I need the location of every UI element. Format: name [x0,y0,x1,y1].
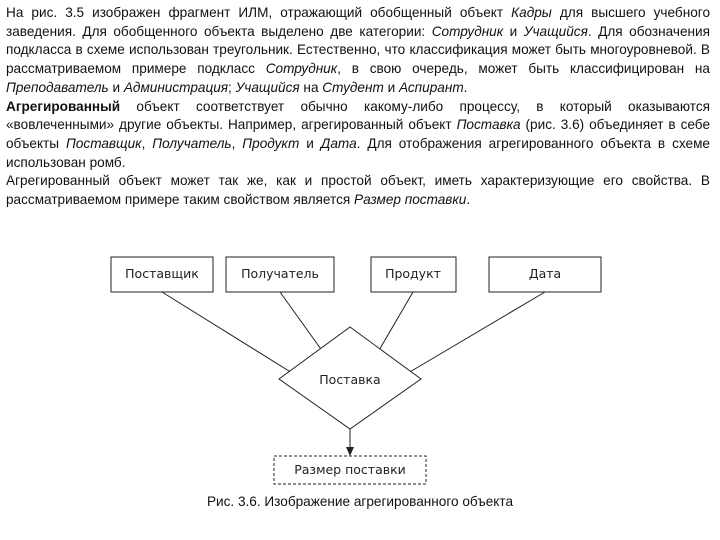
text-run: , [231,135,243,151]
italic-term: Учащийся [523,23,588,39]
property-label: Размер поставки [294,462,406,477]
connector-line-product [378,292,413,352]
italic-term: Администрация [123,79,229,95]
text-run: и [503,23,524,39]
italic-term: Сотрудник [431,23,504,39]
text-run: и [383,79,399,95]
bold-term: Агрегированный [6,98,121,114]
text-run: . Для обозначения подкласса в схеме использован треугольник. Естественно, что классификация может быть многоуровневой. В рассматриваемом примере подкласс [6,23,710,77]
box-product [371,257,456,292]
arrow-head [346,447,354,456]
text-run: , [141,135,153,151]
box-label: Продукт [385,266,441,281]
box-date [489,257,601,292]
italic-term: Кадры [511,5,552,20]
italic-term: Студент [322,79,384,95]
italic-term: Размер поставки [354,192,467,208]
italic-term: Поставщик [65,135,142,151]
text-run: (рис. 3.6) объединяет в себе объекты [6,117,710,151]
text-run: . [466,192,471,208]
italic-term: Преподаватель [6,79,109,95]
connector-line-date [403,292,545,376]
italic-term: Получатель [152,135,232,151]
italic-term: Учащийся [235,79,300,95]
property-box [274,456,426,484]
aggregate-diamond [279,327,421,429]
box-label: Получатель [241,266,319,281]
text-run: для высшего учебного заведения. Для обобщенного объекта выделено две категории: [6,5,710,39]
text-run: . Для отображения агрегированного объекта в схеме использован ромб. [6,135,710,170]
box-supplier [111,257,213,292]
figure-caption: Рис. 3.6. Изображение агрегированного объекта [206,494,514,509]
text-run: объект соответствует обычно какому-либо процессу, в который оказываются «вовлеченными» другие объекты. Например, агрегированный объект [6,98,710,133]
italic-term: Аспирант [398,79,464,95]
italic-term: Поставка [456,117,521,133]
text-run: на [299,79,323,95]
connector-line-supplier [162,292,297,376]
box-recipient [226,257,334,292]
text-run: Агрегированный объект может так же, как и простой объект, иметь характеризующие его свойства. В рассматриваемом примере таким свойством является [6,173,710,208]
text-run: . [463,79,468,95]
aggregate-label: Поставка [319,372,381,387]
box-label: Поставщик [125,266,199,281]
text-run: На рис. 3.5 изображен фрагмент ИЛМ, отражающий обобщенный объект [6,5,512,20]
text-run: и [108,79,124,95]
italic-term: Продукт [242,135,300,151]
italic-term: Сотрудник [265,61,338,77]
italic-term: Дата [320,135,357,151]
text-run: , в свою очередь, может быть классифицирован на [337,61,710,77]
connector-line-recipient [280,292,323,352]
text-run: и [299,135,321,151]
text-run: ; [228,79,236,95]
box-label: Дата [528,266,562,281]
